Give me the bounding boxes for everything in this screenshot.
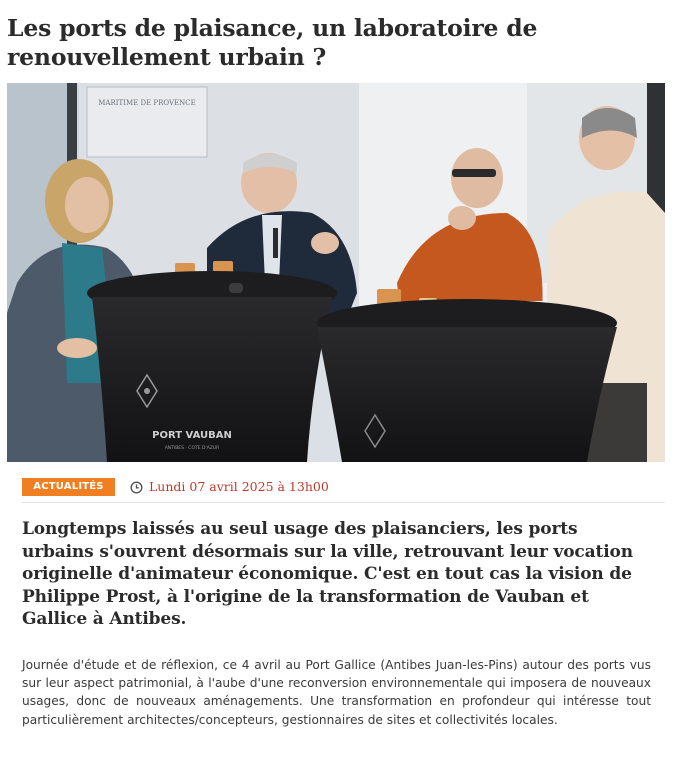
article-title: Les ports de plaisance, un laboratoire de renouvellement urbain ?	[7, 14, 538, 71]
table-logo-sub: ANTIBES · COTE D'AZUR	[164, 446, 220, 451]
category-badge[interactable]: ACTUALITÉS	[22, 478, 115, 496]
wall-sign: MARITIME DE PROVENCE	[98, 99, 196, 107]
article-photo	[7, 83, 665, 462]
article-body: Journée d'étude et de réflexion, ce 4 avril au Port Gallice (Antibes Juan-les-Pins) autour des ports vus sur leur aspect patrimonial, à l'aube d'une reconversion environnementale qui imposera de nouveaux usages, donc de nouveaux aménagements. Une transformation en profondeur qui intéresse tout particulièrement architectes/concepteurs, gestionnaires de sites et collectivités locales.	[22, 658, 651, 727]
publish-date: Lundi 07 avril 2025 à 13h00	[149, 479, 329, 494]
divider	[22, 502, 665, 503]
article-lead: Longtemps laissés au seul usage des plaisanciers, les ports urbains s'ouvrent désormais sur la ville, retrouvant leur vocation originelle d'animateur économique. C'est en tout cas la vision de Philippe Prost, à l'origine de la transformation de Vauban et Gallice à Antibes.	[22, 519, 633, 629]
article-meta	[22, 478, 665, 500]
clock-icon	[130, 481, 143, 494]
table-logo: PORT VAUBAN	[152, 430, 232, 441]
